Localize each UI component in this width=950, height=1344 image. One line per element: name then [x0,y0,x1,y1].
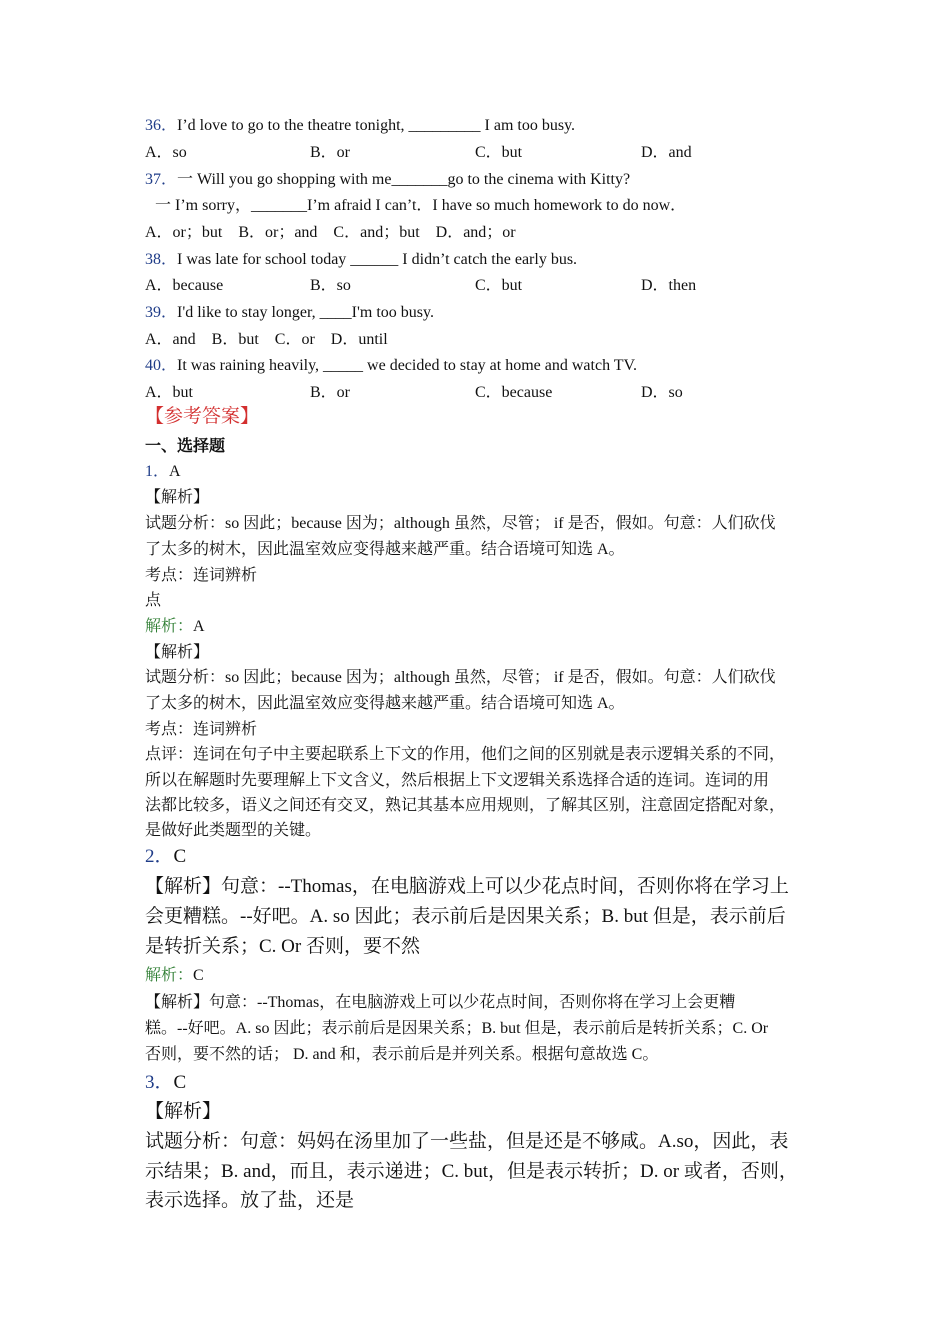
kaodian: 考点：连词辨析 [145,567,258,584]
question-40 [145,356,637,376]
question-number: 39． [145,304,178,321]
answer-number: 1． [145,463,170,480]
jiexi-heading: 【解析】 [145,644,210,661]
question-text: It was raining heavily, _____ we decided to stay at home and watch TV. [177,357,638,374]
answer-value: A [169,463,181,480]
question-number: 37． [145,171,178,188]
analysis-line: 是转折关系；C. Or 否则，要不然 [145,936,420,957]
jiexi-value: C [193,967,204,984]
section-title: 一、选择题 [145,438,226,455]
analysis-line: 【解析】句意：--Thomas，在电脑游戏上可以少花点时间，否则你将在学习上 [145,876,789,897]
option-b: B．so [310,277,351,294]
question-text: I’d love to go to the theatre tonight, _________ I am too busy. [177,117,576,134]
dianping-line: 点评：连词在句子中主要起联系上下文的作用，他们之间的区别就是表示逻辑关系的不同， [145,746,786,763]
jiexi-label: 解析： [145,967,194,984]
dianping-line: 法都比较多，语义之间还有交叉，熟记其基本应用规则，了解其区别，注意固定搭配对象， [145,797,786,814]
option-a: A．but [145,384,194,401]
question-text: 一 Will you go shopping with me_______go to the cinema with Kitty? [177,171,631,188]
analysis-line: 试题分析：so 因此；because 因为；although 虽然，尽管； if 是否，假如。句意：人们砍伐 [145,515,776,532]
question-number: 40． [145,357,178,374]
analysis-line: 否则，要不然的话； D. and 和，表示前后是并列关系。根据句意故选 C。 [145,1046,659,1063]
question-37-reply: 一 I’m sorry，_______I’m afraid I can’t．I have so much homework to do now． [155,197,687,214]
jiexi-answer [145,617,205,637]
question-38 [145,250,577,270]
answer-value: C [173,846,187,867]
answer-3 [145,1070,186,1096]
jiexi-answer [145,966,204,986]
jiexi-label: 解析： [145,618,194,635]
option-d: D．and [641,144,692,161]
dianping-line: 是做好此类题型的关键。 [145,822,322,839]
dian: 点 [145,592,162,609]
analysis-line: 了太多的树木，因此温室效应变得越来越严重。结合语境可知选 A。 [145,695,625,712]
question-number: 38． [145,251,178,268]
jiexi-heading: 【解析】 [145,489,210,506]
analysis-line: 糕。--好吧。A. so 因此；表示前后是因果关系；B. but 但是，表示前后是转折关系；C. Or [145,1020,769,1037]
analysis-line: 试题分析：so 因此；because 因为；although 虽然，尽管； if 是否，假如。句意：人们砍伐 [145,669,776,686]
option-a: A．because [145,277,224,294]
answer-value: C [173,1072,187,1093]
question-39 [145,303,434,323]
option-d: D．then [641,277,697,294]
question-36 [145,116,575,136]
question-37-options: A．or；but B．or；and C．and；but D．and；or [145,224,516,241]
jiexi-heading: 【解析】 [145,1101,222,1122]
dianping-line: 所以在解题时先要理解上下文含义，然后根据上下文逻辑关系选择合适的连词。连词的用 [145,772,770,789]
question-text: I was late for school today ______ I didn’t catch the early bus. [177,251,578,268]
kaodian: 考点：连词辨析 [145,721,258,738]
option-a: A．so [145,144,187,161]
answer-2 [145,844,186,870]
question-37 [145,170,630,190]
option-b: B．or [310,144,351,161]
question-39-options: A．and B．but C．or D．until [145,331,388,348]
answers-header: 【参考答案】 [145,406,260,427]
option-c: C．because [475,384,553,401]
option-c: C．but [475,277,523,294]
analysis-line: 了太多的树木，因此温室效应变得越来越严重。结合语境可知选 A。 [145,541,625,558]
analysis-line: 试题分析：句意：妈妈在汤里加了一些盐，但是还是不够咸。A.so，因此，表 [145,1131,789,1152]
analysis-line: 会更糟糕。--好吧。A. so 因此；表示前后是因果关系；B. but 但是，表示前后 [145,906,786,927]
answer-number: 2． [145,846,174,867]
jiexi-value: A [193,618,205,635]
analysis-line: 【解析】句意：--Thomas，在电脑游戏上可以少花点时间，否则你将在学习上会更糟 [145,994,736,1011]
answer-number: 3． [145,1072,174,1093]
option-b: B．or [310,384,351,401]
analysis-line: 表示选择。放了盐，还是 [145,1190,355,1211]
analysis-line: 示结果；B. and，而且，表示递进；C. but，但是表示转折；D. or 或者，否则， [145,1161,798,1182]
option-d: D．so [641,384,683,401]
answer-1 [145,462,181,482]
question-number: 36． [145,117,178,134]
question-text: I'd like to stay longer, ____I'm too busy. [177,304,434,321]
option-c: C．but [475,144,523,161]
